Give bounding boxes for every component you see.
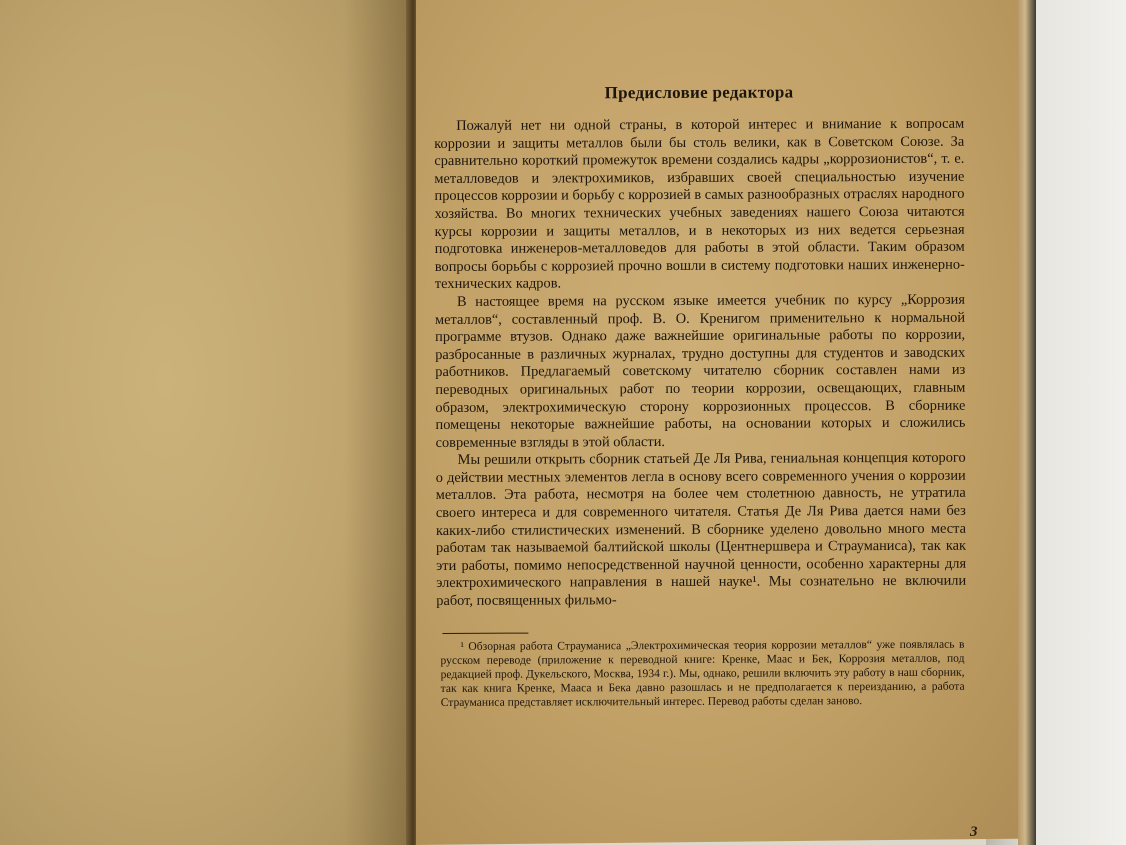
paragraph-1: Пожалуй нет ни одной страны, в которой интерес и внимание к вопросам коррозии и защиты металлов были бы столь велики, как в Советском Союзе. За сравнительно короткий промежуток времени создались кадры „коррозионистов“, т. е. металловедов и электрохимиков, избравших своей специальностью изучение процессов коррозии и борьбу с коррозией в самых разнообразных отраслях народного хозяйства. Во многих технических учебных заведениях нашего Союза читаются курсы коррозии и защиты металлов, и в некоторых из них ведется серьезная подготовка инженеров-металловедов для работы в этой области. Таким образом вопросы борьбы с коррозией прочно вошли в систему подготовки наших инженерно-технических кадров. <box>434 115 965 293</box>
page-number: 3 <box>970 824 978 840</box>
footnote: ¹ Обзорная работа Страуманиса „Электрохимическая теория коррозии металлов“ уже появлялась в русском переводе (приложение к переводной книге: Кренке, Маас и Бек, Коррозия металлов, под редакцией проф. Дукельского, Москва, 1934 г.). Мы, однако, решили включить эту работу в наш сборник, так как книга Кренке, Мааса и Бека давно разошлась и не предполагается к переизданию, а работа Страуманиса представляет исключительный интерес. Перевод работы сделан заново. <box>440 637 965 709</box>
footnote-divider <box>442 632 528 633</box>
page-edge <box>1018 0 1036 845</box>
paragraph-2: В настоящее время на русском языке имеется учебник по курсу „Коррозия металлов“, составленный проф. В. О. Кренигом применительно к нормальной программе втузов. Однако даже важнейшие оригинальные работы по коррозии, разбросанные в различных журналах, трудно доступны для студентов и заводских работников. Предлагаемый советскому читателю сборник составлен нами из переводных оригинальных работ по теории коррозии, освещающих, главным образом, электрохимическую сторону коррозионных процессов. В сборнике помещены некоторые важнейшие работы, на основании которых и сложились современные взгляды в этой области. <box>434 291 966 451</box>
paragraph-3: Мы решили открыть сборник статьей Де Ля Рива, гениальная концепция которого о действии местных элементов легла в основу всего современного учения о коррозии металлов. Эта работа, несмотря на более чем столетнюю давность, не утратила своего интереса и для современного читателя. Статья Де Ля Рива дается нами без каких-либо стилистических изменений. В сборнике уделено довольно много места работам так называемой балтийской школы (Центнершвера и Страуманиса), так как эти работы, помимо непосредственной научной ценности, особенно характерны для электрохимического направления в нашей науке¹. Мы сознательно не включили работ, посвященных фильмо- <box>435 449 967 610</box>
left-page-blank <box>0 0 414 845</box>
page-text-block <box>434 82 967 710</box>
page-heading: Предисловие редактора <box>604 82 794 103</box>
